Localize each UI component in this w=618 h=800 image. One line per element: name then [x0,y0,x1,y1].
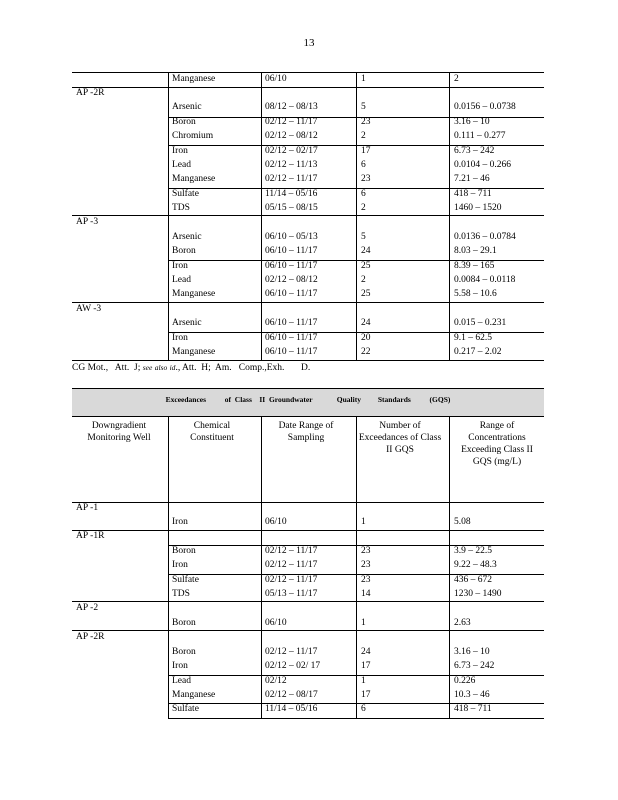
table-rule [72,502,544,503]
table-cell-dates: 06/10 – 11/17 [265,347,318,357]
table-cell-constituent: Boron [172,546,196,556]
table-rule [72,630,544,631]
table-cell-constituent: Arsenic [172,232,202,242]
table-cell-constituent: Chromium [172,131,214,141]
table-cell-range: 5.08 [454,517,471,527]
table-cell-constituent: Iron [172,333,188,343]
table-cell-count: 22 [361,347,371,357]
table-cell-count: 17 [361,146,371,156]
table-cell-count: 23 [361,575,371,585]
table-cell-range: 6.73 – 242 [454,146,495,156]
table-cell-constituent: Sulfate [172,704,199,714]
table-cell-well: AP -2R [76,88,105,98]
table-cell-range: 0.226 [454,676,476,686]
table-cell-dates: 06/10 – 11/17 [265,246,318,256]
table-cell-range: 8.03 – 29.1 [454,246,497,256]
table-cell-dates: 02/12 – 11/17 [265,174,318,184]
table-cell-count: 24 [361,647,371,657]
table-cell-dates: 02/12 – 11/13 [265,160,318,170]
caption-id: id [169,363,176,372]
table-cell-dates: 02/12 [265,676,287,686]
table-cell-count: 23 [361,546,371,556]
table-cell-range: 9.1 – 62.5 [454,333,492,343]
table-cell-count: 24 [361,318,371,328]
table-cell-count: 5 [361,232,366,242]
table-cell-range: 2.63 [454,618,471,628]
table-cell-count: 17 [361,690,371,700]
table-rule [72,302,544,303]
header-well: Downgradient Monitoring Well [87,421,151,443]
table-cell-well: AP -1R [76,531,105,541]
table-cell-count: 14 [361,589,371,599]
table-cell-range: 0.0104 – 0.266 [454,160,511,170]
table-cell-count: 2 [361,203,366,213]
table-cell-range: 3.16 – 10 [454,117,490,127]
table-cell-dates: 02/12 – 02/17 [265,146,318,156]
table-cell-dates: 02/12 – 11/17 [265,546,318,556]
table-cell-count: 2 [361,131,366,141]
table-cell-dates: 06/10 – 05/13 [265,232,318,242]
table-cell-dates: 02/12 – 08/12 [265,131,318,141]
table-cell-constituent: Arsenic [172,102,202,112]
table-cell-range: 3.16 – 10 [454,647,490,657]
table-cell-constituent: Boron [172,618,196,628]
table-cell-range: 10.3 – 46 [454,690,490,700]
table-cell-constituent: Iron [172,560,188,570]
table-cell-range: 0.0084 – 0.0118 [454,275,516,285]
table-cell-range: 0.0136 – 0.0784 [454,232,516,242]
table-cell-constituent: Iron [172,661,188,671]
table-cell-constituent: Arsenic [172,318,202,328]
table-cell-dates: 08/12 – 08/13 [265,102,318,112]
caption-text: CG Mot., Att. J; [72,363,141,373]
table-cell-range: 1460 – 1520 [454,203,502,213]
header-number-exceedances: Number of Exceedances of Class II GQS [358,421,442,455]
table-cell-dates: 11/14 – 05/16 [265,704,318,714]
table-cell-well: AW -3 [76,304,102,314]
table-cell-range: 8.39 – 165 [454,261,495,271]
table-cell-count: 23 [361,560,371,570]
table-cell-dates: 02/12 – 08/12 [265,275,318,285]
table-cell-count: 2 [361,275,366,285]
table-cell-range: 436 – 672 [454,575,492,585]
table-cell-count: 1 [361,618,366,628]
table-cell-count: 23 [361,117,371,127]
table-cell-dates: 05/13 – 11/17 [265,589,318,599]
table-cell-count: 6 [361,160,366,170]
table-rule [72,416,544,417]
table-cell-count: 6 [361,189,366,199]
table-cell-dates: 06/10 – 11/17 [265,289,318,299]
table-cell-range: 0.015 – 0.231 [454,318,507,328]
page-number: 13 [303,37,315,49]
table-cell-dates: 06/10 – 11/17 [265,318,318,328]
table-cell-dates: 06/10 – 11/17 [265,333,318,343]
table-column-rule [356,72,357,360]
table-cell-range: 9.22 – 48.3 [454,560,497,570]
table-cell-constituent: Lead [172,676,191,686]
table-cell-constituent: Boron [172,246,196,256]
table-cell-range: 0.217 – 2.02 [454,347,502,357]
table-rule [168,718,544,719]
table-cell-count: 1 [361,676,366,686]
table-rule [72,530,544,531]
table-cell-dates: 02/12 – 11/17 [265,575,318,585]
table-cell-range: 6.73 – 242 [454,661,495,671]
table-cell-dates: 05/15 – 08/15 [265,203,318,213]
table-cell-count: 5 [361,102,366,112]
table-column-rule [261,72,262,360]
table-cell-count: 1 [361,517,366,527]
table-cell-constituent: Iron [172,517,188,527]
table-cell-count: 20 [361,333,371,343]
table-rule [72,360,544,361]
caption-see: see [142,363,153,372]
table-cell-range: 2 [454,74,459,84]
table-cell-well: AP -2R [76,632,105,642]
table-cell-dates: 02/12 – 11/17 [265,647,318,657]
table-cell-constituent: TDS [172,203,190,213]
table-cell-range: 7.21 – 46 [454,174,490,184]
table-cell-range: 1230 – 1490 [454,589,502,599]
table-cell-well: AP -1 [76,503,99,513]
table-cell-constituent: Manganese [172,347,216,357]
table-cell-constituent: Iron [172,261,188,271]
table-cell-range: 0.111 – 0.277 [454,131,506,141]
table-cell-constituent: Manganese [172,690,216,700]
table-cell-dates: 11/14 – 05/16 [265,189,318,199]
table-cell-count: 17 [361,661,371,671]
table-cell-dates: 06/10 [265,517,287,527]
table-cell-constituent: Boron [172,117,196,127]
table-source-caption [72,363,310,373]
table-column-rule [168,416,169,718]
table-cell-constituent: Iron [172,146,188,156]
table-column-rule [261,416,262,718]
table-cell-dates: 06/10 – 11/17 [265,261,318,271]
table-column-rule [168,72,169,360]
caption-also: also [154,363,168,372]
table-cell-count: 24 [361,246,371,256]
table-cell-constituent: Manganese [172,74,216,84]
table-cell-dates: 02/12 – 02/ 17 [265,661,321,671]
header-date-range: Date Range of Sampling [278,421,334,443]
table-cell-constituent: Lead [172,160,191,170]
table-cell-range: 418 – 711 [454,189,492,199]
table-cell-constituent: TDS [172,589,190,599]
table-column-rule [449,416,450,718]
table-cell-constituent: Manganese [172,289,216,299]
table-rule [72,72,544,73]
table-cell-range: 3.9 – 22.5 [454,546,492,556]
table-column-rule [356,416,357,718]
table-cell-constituent: Boron [172,647,196,657]
table-cell-constituent: Manganese [172,174,216,184]
table-rule [72,388,544,389]
table-rule [72,87,544,88]
table-title: Exceedances of Class II Groundwater Quality Standards (GQS) [165,395,451,404]
table-column-rule [449,72,450,360]
table-cell-dates: 06/10 [265,618,287,628]
caption-text-2: ., Att. H; Am. Comp.,Exh. D. [175,363,311,373]
table-cell-constituent: Lead [172,275,191,285]
table-rule [72,215,544,216]
table-cell-constituent: Sulfate [172,575,199,585]
table-cell-count: 1 [361,74,366,84]
table-cell-count: 23 [361,174,371,184]
table-cell-dates: 02/12 – 08/17 [265,690,318,700]
table-cell-dates: 06/10 [265,74,287,84]
table-cell-dates: 02/12 – 11/17 [265,560,318,570]
table-cell-range: 0.0156 – 0.0738 [454,102,516,112]
table-cell-count: 25 [361,289,371,299]
table-cell-count: 6 [361,704,366,714]
table-cell-range: 5.58 – 10.6 [454,289,497,299]
table-rule [72,601,544,602]
table-cell-range: 418 – 711 [454,704,492,714]
table-cell-count: 25 [361,261,371,271]
table-cell-well: AP -2 [76,603,99,613]
table-cell-constituent: Sulfate [172,189,199,199]
header-constituent: Chemical Constituent [190,421,234,443]
table-cell-dates: 02/12 – 11/17 [265,117,318,127]
header-range-concentrations: Range of Concentrations Exceeding Class II GQS (mg/L) [461,421,533,467]
table-cell-well: AP -3 [76,217,99,227]
